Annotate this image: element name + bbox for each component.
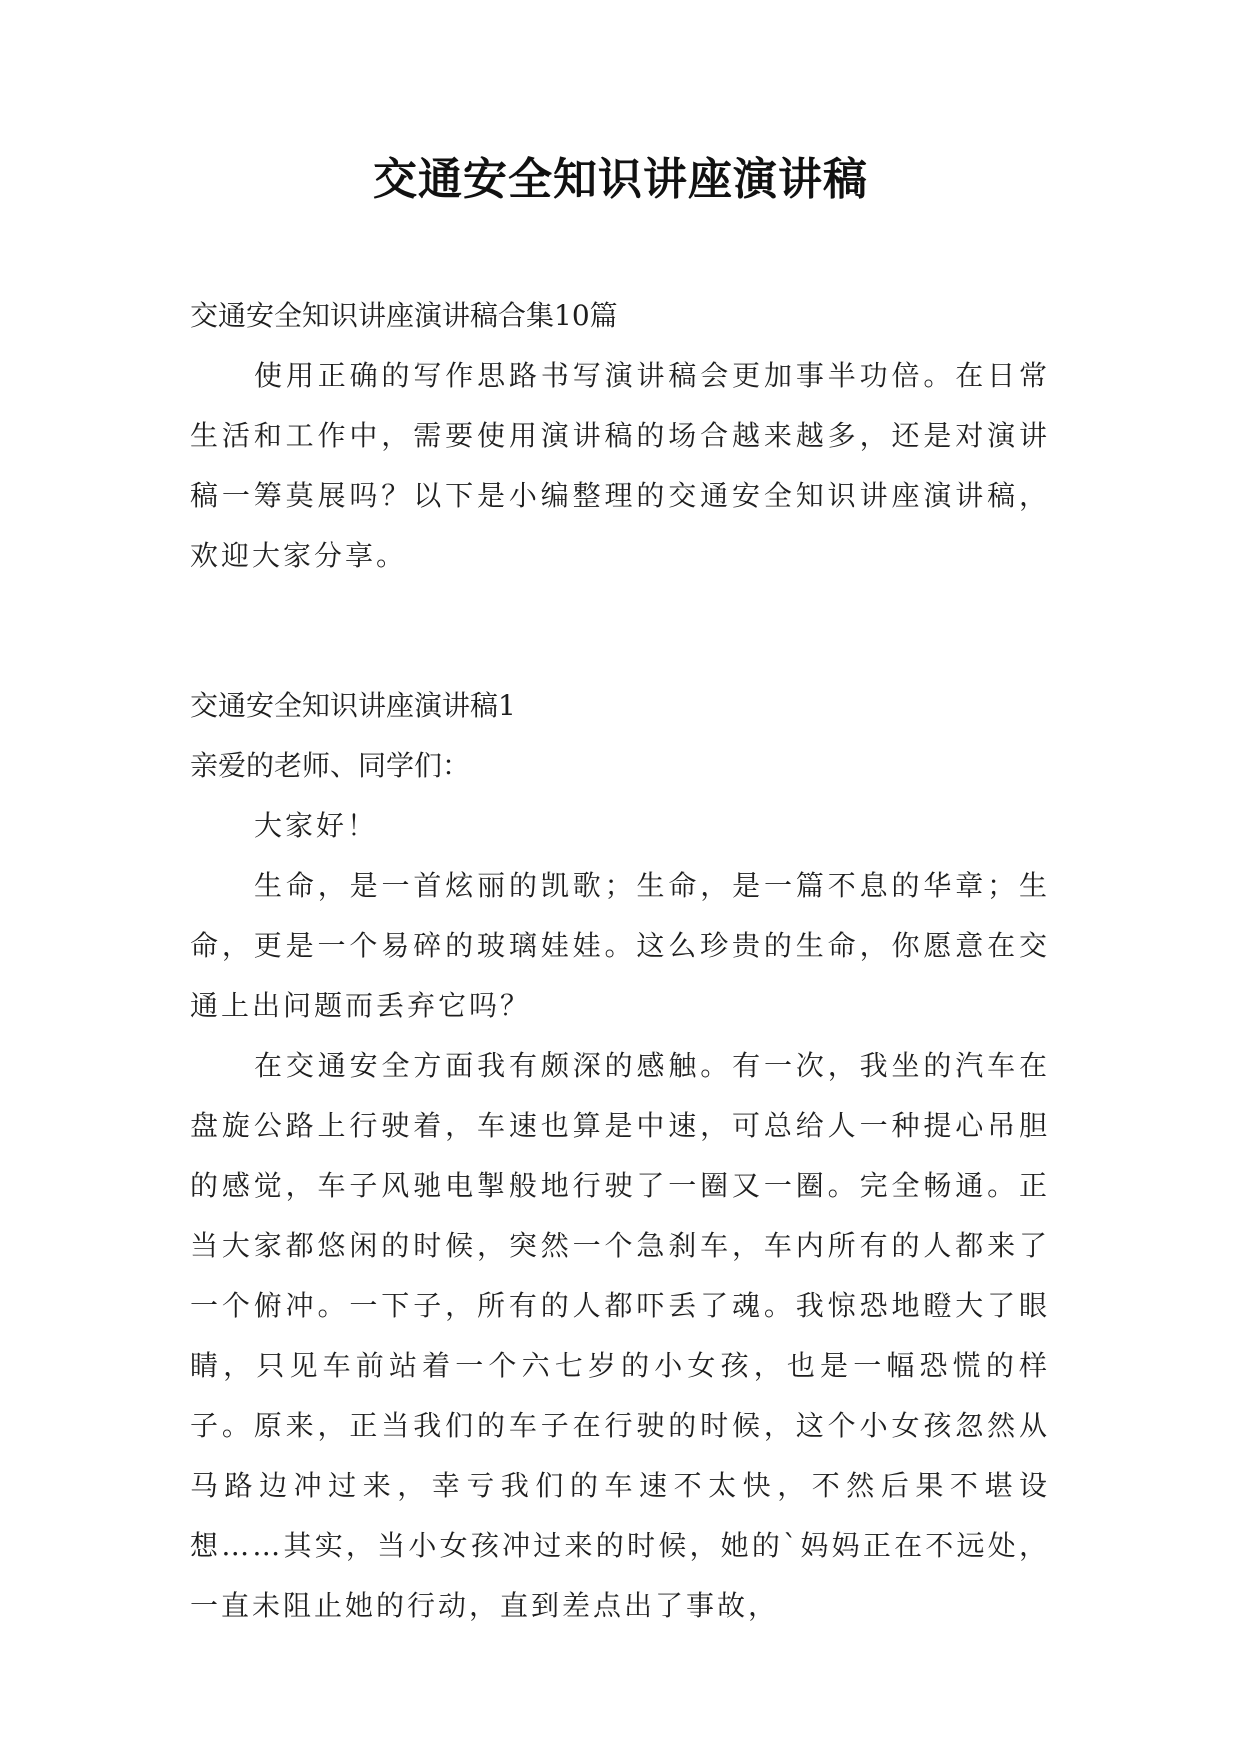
- body-paragraph-2: 在交通安全方面我有颇深的感触。有一次，我坐的汽车在盘旋公路上行驶着，车速也算是中速，可总给人一种提心吊胆的感觉，车子风驰电掣般地行驶了一圈又一圈。完全畅通。正当大家都悠闲的时候，突然一个急刹车，车内所有的人都来了一个俯冲。一下子，所有的人都吓丢了魂。我惊恐地瞪大了眼睛，只见车前站着一个六七岁的小女孩，也是一幅恐慌的样子。原来，正当我们的车子在行驶的时候，这个小女孩忽然从马路边冲过来，幸亏我们的车速不太快，不然后果不堪设想……其实，当小女孩冲过来的时候，她的`妈妈正在不远处，一直未阻止她的行动，直到差点出了事故，: [190, 1049, 1050, 1622]
- salutation: 亲爱的老师、同学们：: [190, 749, 471, 782]
- greeting: 大家好！: [254, 809, 379, 842]
- intro-paragraph: 使用正确的写作思路书写演讲稿会更加事半功倍。在日常生活和工作中，需要使用演讲稿的场合越来越多，还是对演讲稿一筹莫展吗？以下是小编整理的交通安全知识讲座演讲稿，欢迎大家分享。: [190, 359, 1050, 572]
- section-heading: 交通安全知识讲座演讲稿1: [190, 689, 516, 722]
- document-subtitle: 交通安全知识讲座演讲稿合集10篇: [190, 299, 618, 332]
- body-paragraph-1: 生命，是一首炫丽的凯歌；生命，是一篇不息的华章；生命，更是一个易碎的玻璃娃娃。这么珍贵的生命，你愿意在交通上出问题而丢弃它吗？: [190, 869, 1050, 1022]
- section-spacer: [190, 586, 1050, 676]
- document-title: 交通安全知识讲座演讲稿: [373, 154, 868, 205]
- document-body: [190, 286, 1050, 1636]
